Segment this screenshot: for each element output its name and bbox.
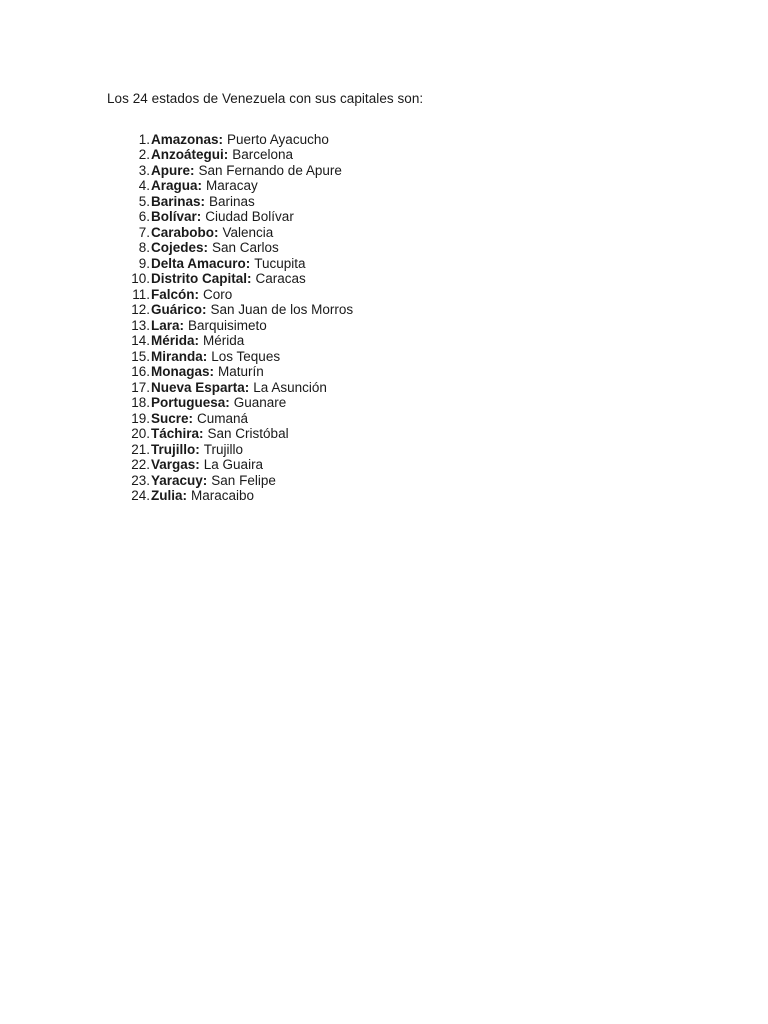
state-name: Delta Amacuro: (151, 255, 251, 271)
state-name: Anzoátegui: (151, 147, 229, 162)
list-item (120, 364, 353, 380)
list-item-number: 11. (132, 286, 150, 302)
state-capital: Tucupita (254, 255, 306, 271)
list-item-number: 8. (138, 240, 150, 255)
list-item-number: 14. (131, 333, 150, 348)
state-name: Aragua: (151, 178, 203, 193)
state-capital: San Felipe (211, 472, 276, 488)
list-item-number: 20. (131, 426, 150, 441)
state-capital: Valencia (222, 224, 274, 240)
state-capital: Los Teques (211, 348, 281, 364)
list-item-number: 18. (131, 395, 150, 410)
state-name: Portuguesa: (151, 395, 230, 410)
list-item (120, 395, 353, 411)
list-item-number: 23. (131, 472, 150, 488)
list-item (120, 411, 353, 427)
state-capital: San Carlos (212, 240, 279, 255)
state-capital: Ciudad Bolívar (205, 209, 294, 224)
list-item (120, 473, 353, 489)
list-item-number: 21. (131, 441, 150, 457)
state-capital: Cumaná (197, 410, 249, 426)
state-name: Apure: (151, 162, 195, 178)
list-item (120, 147, 353, 163)
state-name: Barinas: (151, 193, 206, 209)
state-capital: Maracaibo (191, 488, 255, 503)
list-item-number: 24. (131, 488, 150, 503)
state-capital: Barquisimeto (188, 317, 267, 333)
list-item (120, 380, 353, 396)
state-name: Amazonas: (151, 131, 224, 147)
list-item-number: 15. (131, 348, 150, 364)
list-item (120, 209, 353, 225)
list-item (120, 163, 353, 179)
state-name: Mérida: (151, 333, 200, 348)
list-item (120, 240, 353, 256)
state-name: Sucre: (151, 410, 194, 426)
state-name: Distrito Capital: (151, 271, 252, 286)
list-item-number: 13. (131, 317, 150, 333)
state-capital: La Guaira (203, 457, 264, 472)
list-item-number: 2. (138, 147, 150, 162)
state-capital: San Juan de los Morros (210, 302, 354, 317)
state-capital: Trujillo (203, 441, 244, 457)
intro-text: Los 24 estados de Venezuela con sus capitales son: (107, 91, 424, 106)
state-capital: Barinas (209, 193, 255, 209)
state-capital: Puerto Ayacucho (227, 131, 329, 147)
states-list (120, 132, 353, 504)
list-item (120, 256, 353, 272)
list-item (120, 194, 353, 210)
state-name: Falcón: (151, 286, 200, 302)
state-capital: Guanare (233, 395, 287, 410)
list-item (120, 426, 353, 442)
list-item-number: 3. (138, 162, 150, 178)
list-item (120, 302, 353, 318)
list-item (120, 349, 353, 365)
list-item (120, 318, 353, 334)
list-item-number: 9. (138, 255, 150, 271)
state-capital: San Cristóbal (207, 426, 289, 441)
state-name: Lara: (151, 317, 185, 333)
state-name: Trujillo: (151, 441, 200, 457)
list-item (120, 287, 353, 303)
list-item (120, 132, 353, 148)
state-name: Vargas: (151, 457, 200, 472)
list-item (120, 271, 353, 287)
state-name: Monagas: (151, 364, 215, 379)
state-name: Táchira: (151, 426, 204, 441)
state-capital: Caracas (255, 271, 306, 286)
list-item-number: 17. (131, 379, 150, 395)
state-name: Miranda: (151, 348, 208, 364)
state-name: Bolívar: (151, 209, 202, 224)
list-item-number: 16. (131, 364, 150, 379)
list-item-number: 5. (138, 193, 150, 209)
list-item (120, 488, 353, 504)
list-item-number: 10. (131, 271, 150, 286)
state-name: Guárico: (151, 302, 207, 317)
state-capital: Mérida (203, 333, 245, 348)
state-name: Cojedes: (151, 240, 209, 255)
list-item-number: 1. (138, 131, 150, 147)
list-item (120, 178, 353, 194)
list-item-number: 7. (138, 224, 150, 240)
state-capital: Maturín (218, 364, 264, 379)
state-capital: San Fernando de Apure (198, 162, 342, 178)
state-capital: Maracay (206, 178, 258, 193)
state-name: Yaracuy: (151, 472, 208, 488)
state-capital: Barcelona (232, 147, 294, 162)
list-item-number: 6. (138, 209, 150, 224)
list-item (120, 442, 353, 458)
state-name: Zulia: (151, 488, 187, 503)
state-capital: La Asunción (253, 379, 327, 395)
state-capital: Coro (203, 286, 233, 302)
state-name: Carabobo: (151, 224, 219, 240)
list-item (120, 333, 353, 349)
list-item (120, 225, 353, 241)
state-name: Nueva Esparta: (151, 379, 250, 395)
list-item-number: 19. (131, 410, 150, 426)
list-item-number: 4. (138, 178, 150, 193)
list-item (120, 457, 353, 473)
list-item-number: 22. (131, 457, 150, 472)
list-item-number: 12. (131, 302, 150, 317)
